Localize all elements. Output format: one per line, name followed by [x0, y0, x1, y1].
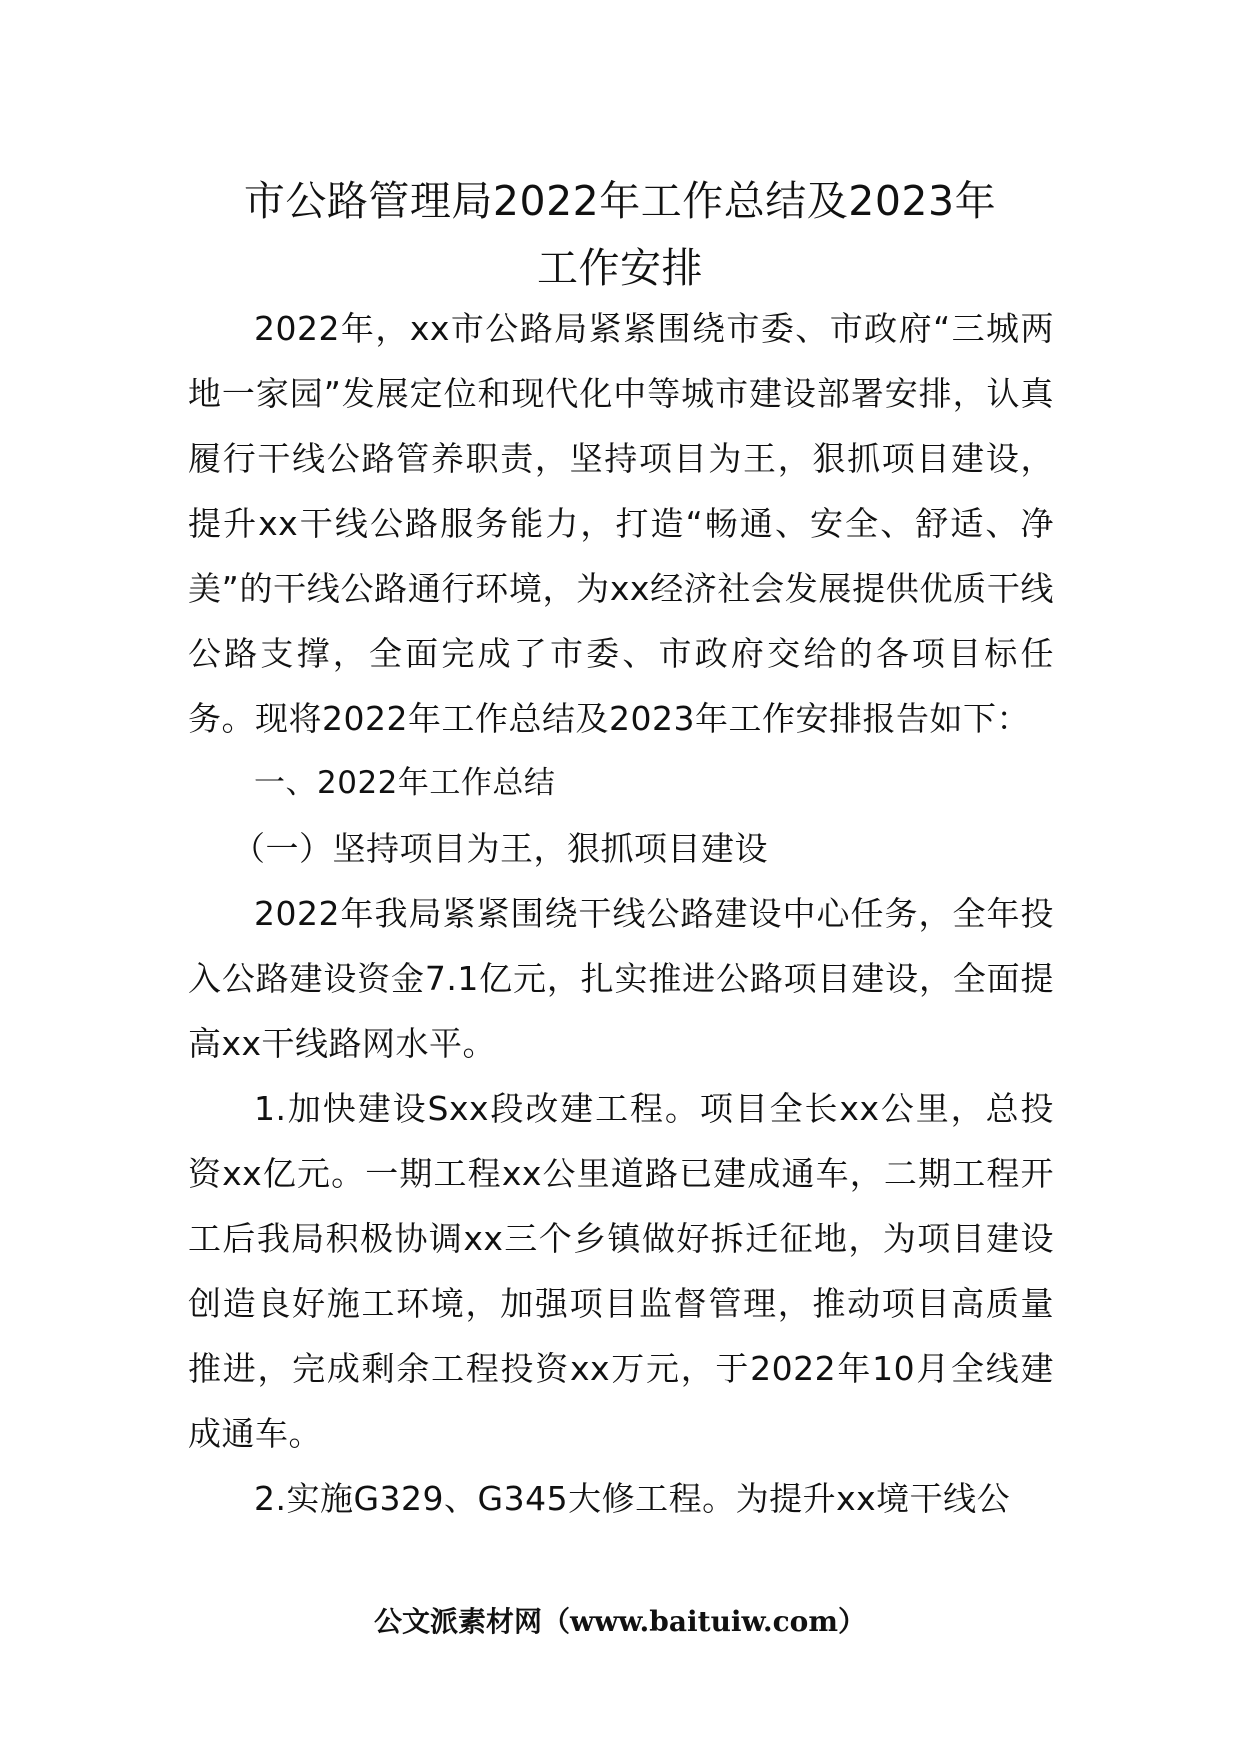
section-heading: 一、2022年工作总结	[254, 765, 556, 801]
paragraph-item-2: 2.实施G329、G345大修工程。为提升xx境干线公	[254, 1479, 1011, 1518]
paragraph-intro: 2022年，xx市公路局紧紧围绕市委、市政府“三城两地一家园”发展定位和现代化中等城市建设部署安排，认真履行干线公路管养职责，坚持项目为王，狠抓项目建设，提升xx干线公路服务能力，打造“畅通、安全、舒适、净美”的干线公路通行环境，为xx经济社会发展提供优质干线公路支撑，全面完成了市委、市政府交给的各项目标任务。现将2022年工作总结及2023年工作安排报告如下：	[188, 309, 1054, 738]
document-title-line-2: 工作安排	[537, 244, 703, 292]
subsection-heading: （一）坚持项目为王，狠抓项目建设	[232, 829, 768, 868]
document-title-line-1: 市公路管理局2022年工作总结及2023年	[243, 177, 997, 225]
paragraph-item-1: 1.加快建设Sxx段改建工程。项目全长xx公里，总投资xx亿元。一期工程xx公里道路已建成通车，二期工程开工后我局积极协调xx三个乡镇做好拆迁征地，为项目建设创造良好施工环境，加强项目监督管理，推动项目高质量推进，完成剩余工程投资xx万元，于2022年10月全线建成通车。	[188, 1089, 1054, 1453]
document-body	[188, 296, 1054, 1531]
paragraph-investment: 2022年我局紧紧围绕干线公路建设中心任务，全年投入公路建设资金7.1亿元，扎实推进公路项目建设，全面提高xx干线路网水平。	[188, 894, 1054, 1063]
footer-watermark: 公文派素材网（www.baituiw.com）	[374, 1605, 866, 1638]
